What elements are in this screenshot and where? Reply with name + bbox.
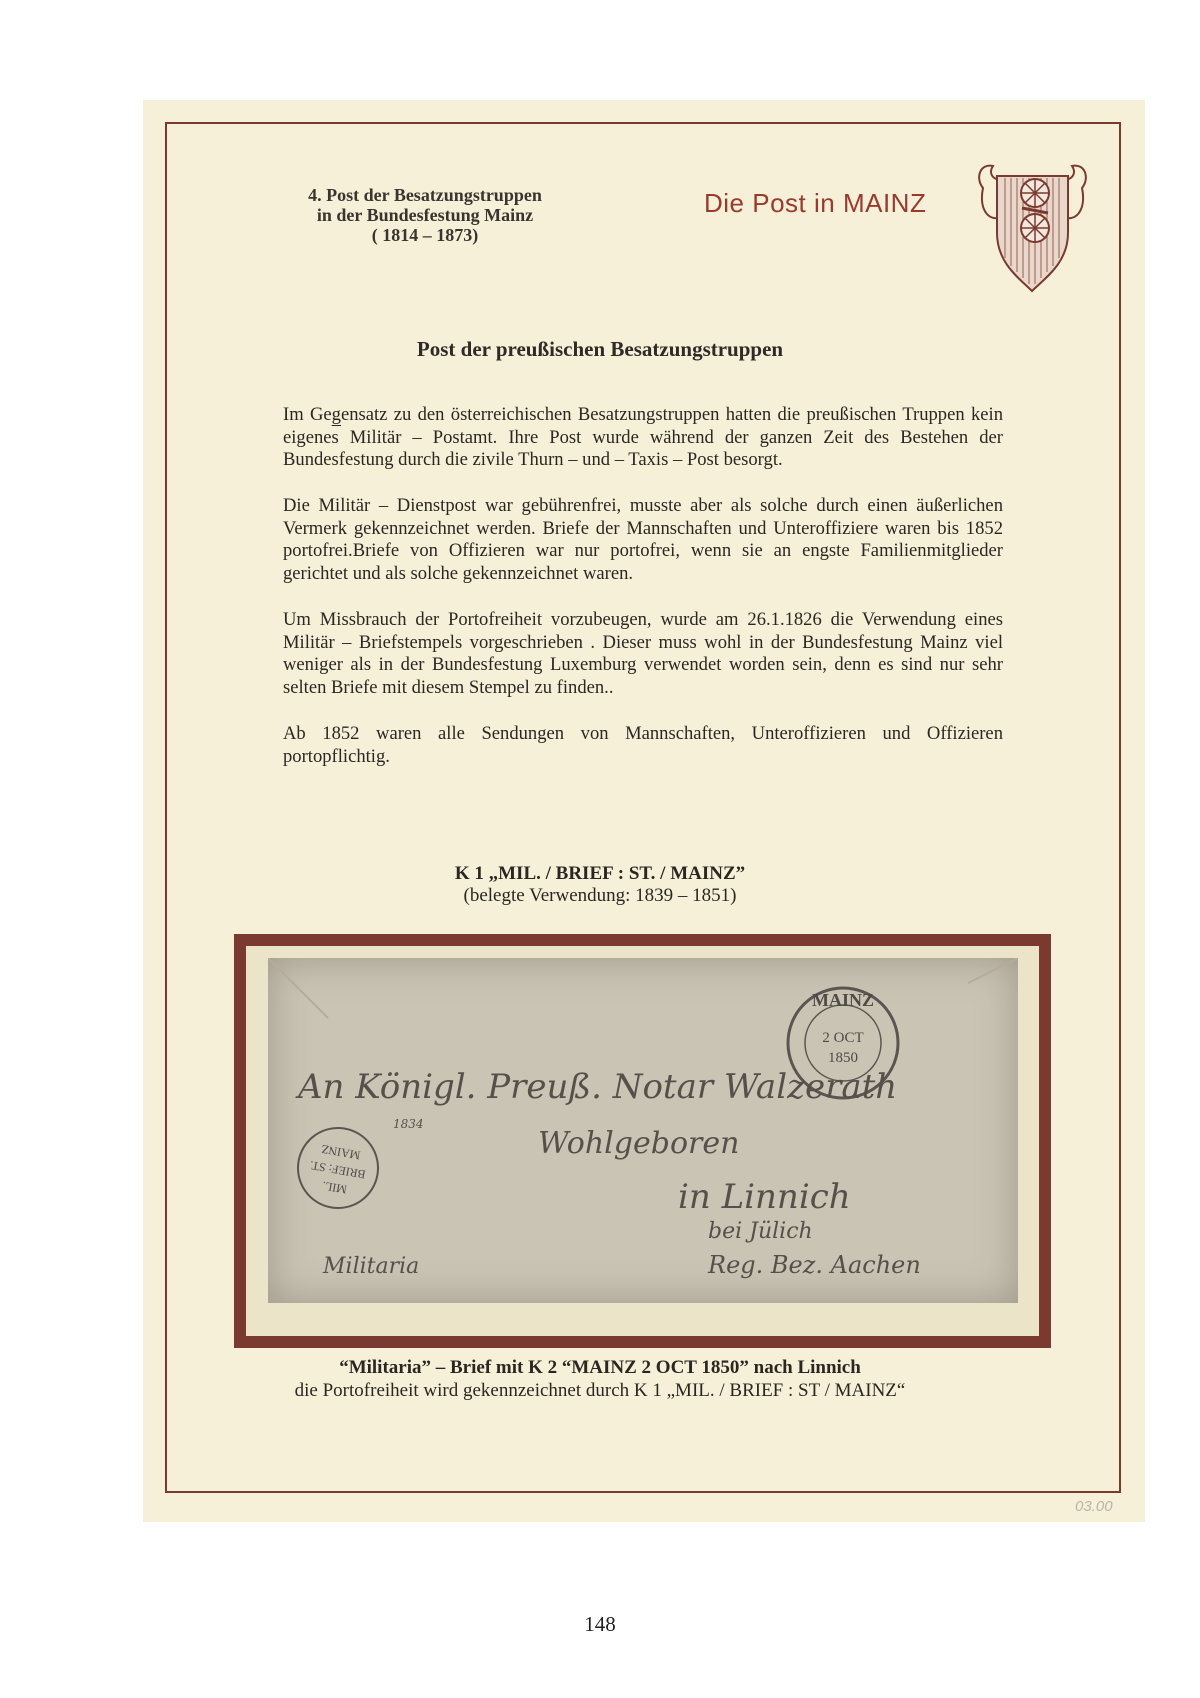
envelope-address-line-1: An Königl. Preuß. Notar Walzerath	[298, 1067, 898, 1107]
svg-text:1850: 1850	[828, 1050, 858, 1066]
svg-text:MAINZ: MAINZ	[812, 990, 874, 1010]
envelope-pencil-year: 1834	[393, 1117, 424, 1131]
brand-title: Die Post in MAINZ	[704, 188, 927, 218]
envelope-note-militaria: Militaria	[323, 1254, 420, 1279]
svg-text:MAINZ: MAINZ	[320, 1141, 362, 1163]
postmark-mil-brief-k1	[292, 1122, 385, 1215]
paragraph-3: Um Missbrauch der Portofreiheit vorzubeugen, wurde am 26.1.1826 die Verwendung eines Militär – Briefstempels vorgeschrieben . Dieser muss wohl in der Bundesfestung Mainz viel weniger als in der Bundesfestung Luxemburg verwendet worden sein, denn es sind nur sehr selten Briefe mit diesem Stempel zu finden..	[283, 609, 1003, 698]
paragraph-1: Im Geg̲ensatz zu den österreichischen Besatzungstruppen hatten die preußischen Truppen kein eigenes Militär – Postamt. Ihre Post wurde während der ganzen Zeit des Bestehen der Bundesfestung durch die zivile Thurn – und – Taxis – Post besorgt.	[283, 404, 1003, 470]
section-title: Post der preußischen Besatzungstruppen	[416, 337, 784, 361]
svg-text:2 OCT: 2 OCT	[822, 1030, 864, 1046]
cover-mount	[234, 934, 1051, 1348]
cover-caption-line-1: “Militaria” – Brief mit K 2 “MAINZ 2 OCT 1850” nach Linnich	[339, 1357, 861, 1378]
cover-caption	[200, 1356, 1000, 1402]
envelope-address-line-2: Wohlgeboren	[538, 1126, 740, 1161]
envelope-address-line-3: in Linnich	[678, 1177, 851, 1217]
stamp-caption-subtitle: (belegte Verwendung: 1839 – 1851)	[463, 885, 737, 906]
paragraph-2: Die Militär – Dienstpost war gebührenfrei, musste aber als solche durch einen äußerlichen Vermerk gekennzeichnet werden. Briefe der Mannschaften und Unteroffiziere waren bis 1852 portofrei.Briefe von Offizieren war nur portofrei, wenn sie an engste Familienmitglieder gerichtet und als solche gekennzeichnet waren.	[283, 495, 1003, 584]
svg-text:MIL.: MIL.	[321, 1178, 349, 1197]
cover-mount-inner	[246, 946, 1039, 1336]
stamp-caption-title: K 1 „MIL. / BRIEF : ST. / MAINZ”	[454, 863, 746, 884]
chapter-heading	[250, 185, 600, 245]
chapter-line-3: ( 1814 – 1873)	[371, 225, 479, 245]
envelope-drawing	[268, 958, 1018, 1303]
envelope-address-line-4: bei Jülich	[708, 1219, 813, 1244]
paragraph-4: Ab 1852 waren alle Sendungen von Mannschaften, Unteroffizieren und Offizieren portopflichtig.	[283, 723, 1003, 767]
envelope-address-line-5: Reg. Bez. Aachen	[708, 1251, 921, 1279]
page-number: 148	[584, 1612, 616, 1636]
cover-caption-line-2: die Portofreiheit wird gekennzeichnet durch K 1 „MIL. / BRIEF : ST / MAINZ“	[294, 1380, 906, 1401]
stamp-caption	[300, 863, 900, 907]
mainz-wheel-coat-of-arms-icon	[975, 158, 1090, 293]
chapter-line-1: 4. Post der Besatzungstruppen	[308, 185, 542, 205]
chapter-line-2: in der Bundesfestung Mainz	[316, 205, 534, 225]
envelope-image	[268, 958, 1018, 1303]
svg-text:BRIEF: ST.: BRIEF: ST.	[308, 1158, 367, 1182]
pencil-price-mark: 03.00	[1075, 1498, 1113, 1515]
